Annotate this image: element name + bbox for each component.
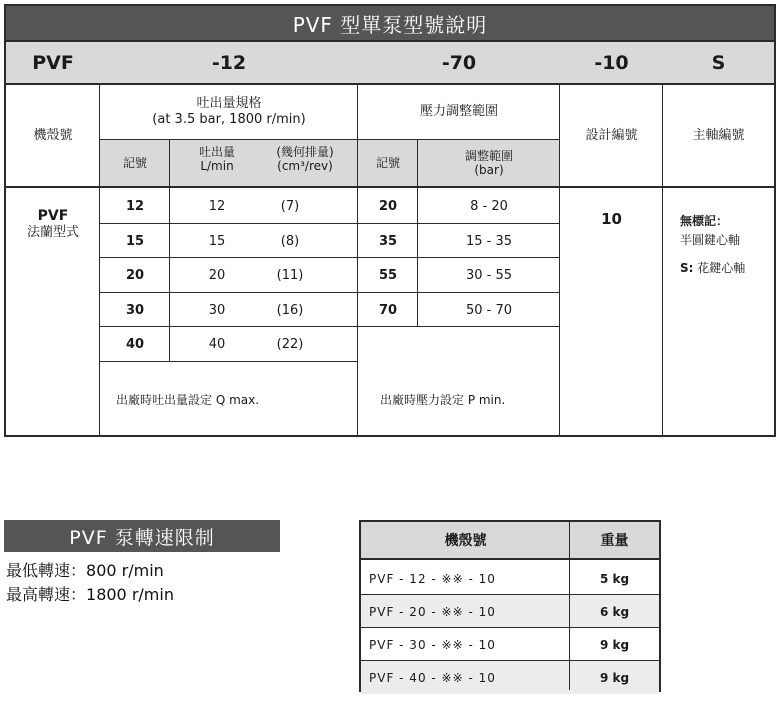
- press-range-3: 30 - 55: [465, 267, 513, 283]
- note-displacement: 出廠時吐出量設定 Q max.: [116, 393, 260, 407]
- weight-model-1: PVF - 12 - ※※ - 10: [369, 571, 496, 586]
- subheader-pressure-range-line1: 調整範圍: [464, 148, 513, 163]
- subheader-pressure-range-line2: (bar): [474, 163, 504, 177]
- subheader-pressure-range: [418, 139, 560, 187]
- design-value: 10: [601, 210, 622, 228]
- table-title: PVF 型單泵型號說明: [6, 6, 774, 40]
- subheader-geo-line1: (幾何排量): [276, 145, 334, 159]
- disp-code-3: 20: [125, 267, 145, 283]
- model-name: PVF: [37, 208, 69, 224]
- subheader-code: 記號: [100, 139, 170, 187]
- code-pvf: PVF: [32, 51, 74, 74]
- speed-title: PVF 泵轉速限制: [4, 520, 280, 552]
- weight-value-1: 5 kg: [599, 571, 630, 586]
- shaft-s-label: S:: [680, 261, 694, 276]
- grid-line: [361, 660, 659, 661]
- press-code-3: 55: [378, 267, 398, 283]
- grid-line: [99, 85, 100, 435]
- table-row: [361, 628, 659, 661]
- grid-line: [100, 223, 358, 224]
- speed-max-label: 最高轉速: [6, 585, 71, 604]
- disp-flow-3: 20: [208, 267, 226, 283]
- weight-model-3: PVF - 30 - ※※ - 10: [369, 637, 496, 652]
- disp-geo-4: (16): [276, 302, 304, 318]
- code-displacement: -12: [211, 51, 247, 74]
- weight-value-2: 6 kg: [599, 604, 630, 619]
- grid-line: [358, 223, 560, 224]
- speed-min-label: 最低轉速: [6, 561, 71, 580]
- grid-line: [100, 326, 358, 327]
- disp-flow-2: 15: [208, 233, 226, 249]
- weight-value-3: 9 kg: [599, 637, 630, 652]
- disp-code-4: 30: [125, 302, 145, 318]
- press-range-1: 8 - 20: [470, 198, 508, 214]
- speed-min: [6, 558, 164, 581]
- header-pressure: 壓力調整範圍: [419, 103, 498, 119]
- disp-geo-3: (11): [276, 267, 304, 283]
- disp-geo-2: (8): [280, 233, 300, 249]
- model-cell: [6, 207, 100, 242]
- disp-code-5: 40: [125, 336, 145, 352]
- code-pressure: -70: [441, 51, 477, 74]
- press-code-1: 20: [378, 198, 398, 214]
- speed-min-value: ：800 r/min: [70, 561, 164, 580]
- weight-header-model: 機殼號: [361, 522, 570, 560]
- note-pressure: 出廠時壓力設定 P min.: [380, 393, 506, 407]
- shaft-none-row: [680, 212, 774, 231]
- grid-line: [662, 85, 663, 435]
- disp-code-1: 12: [125, 198, 145, 214]
- table-row: [361, 595, 659, 628]
- table-row: [361, 562, 659, 595]
- weight-model-4: PVF - 40 - ※※ - 10: [369, 670, 496, 685]
- grid-line: [569, 522, 570, 690]
- code-design: -10: [594, 51, 629, 74]
- subheader-flow-line2: L/min: [200, 159, 234, 174]
- header-model: 機殼號: [33, 127, 73, 143]
- disp-flow-4: 30: [208, 302, 226, 318]
- grid-line: [100, 361, 358, 362]
- grid-line: [358, 257, 560, 258]
- grid-line: [169, 139, 170, 361]
- speed-max: [6, 582, 174, 605]
- header-design: 設計編號: [585, 127, 638, 143]
- shaft-s-desc: 花鍵心軸: [697, 261, 746, 276]
- shaft-description: [680, 212, 774, 278]
- press-range-2: 15 - 35: [465, 233, 513, 249]
- shaft-none-desc: 半圓鍵心軸: [680, 232, 741, 247]
- disp-code-2: 15: [125, 233, 145, 249]
- grid-line: [358, 292, 560, 293]
- header-shaft: 主軸編號: [692, 127, 745, 143]
- subheader-pressure-code: 記號: [358, 139, 418, 187]
- subheader-flow-line1: 吐出量: [198, 145, 235, 159]
- code-row: [6, 40, 774, 85]
- subheader-flow: [170, 139, 358, 187]
- grid-line: [6, 186, 774, 188]
- weight-value-4: 9 kg: [599, 670, 630, 685]
- grid-line: [361, 594, 659, 595]
- subheader-geo-line2: (cm³/rev): [277, 159, 333, 174]
- press-range-4: 50 - 70: [465, 302, 513, 318]
- weight-model-2: PVF - 20 - ※※ - 10: [369, 604, 496, 619]
- weight-table: [359, 520, 661, 692]
- grid-line: [559, 85, 560, 435]
- table-row: [361, 661, 659, 694]
- grid-line: [100, 292, 358, 293]
- grid-line: [357, 85, 358, 435]
- disp-flow-1: 12: [208, 198, 226, 214]
- disp-flow-5: 40: [208, 336, 226, 352]
- model-type: 法蘭型式: [26, 225, 79, 241]
- weight-header-weight: 重量: [570, 522, 659, 560]
- header-displacement-line2: (at 3.5 bar, 1800 r/min): [152, 112, 306, 127]
- shaft-none-label: 無標記: [680, 214, 717, 228]
- press-code-4: 70: [378, 302, 398, 318]
- disp-geo-1: (7): [280, 198, 300, 214]
- grid-line: [361, 627, 659, 628]
- header-displacement-line1: 吐出量規格: [196, 95, 262, 111]
- speed-max-value: ：1800 r/min: [70, 585, 174, 604]
- grid-line: [100, 139, 560, 140]
- code-shaft: S: [711, 51, 726, 74]
- grid-line: [417, 139, 418, 327]
- model-code-table: [4, 4, 776, 437]
- shaft-s-row: [680, 259, 774, 278]
- disp-geo-5: (22): [276, 336, 304, 352]
- subheader-geo-col: [250, 145, 360, 174]
- shaft-none-colon: ：: [716, 214, 729, 228]
- header-displacement: [100, 85, 358, 139]
- grid-line: [100, 257, 358, 258]
- grid-line: [358, 326, 560, 327]
- press-code-2: 35: [378, 233, 398, 249]
